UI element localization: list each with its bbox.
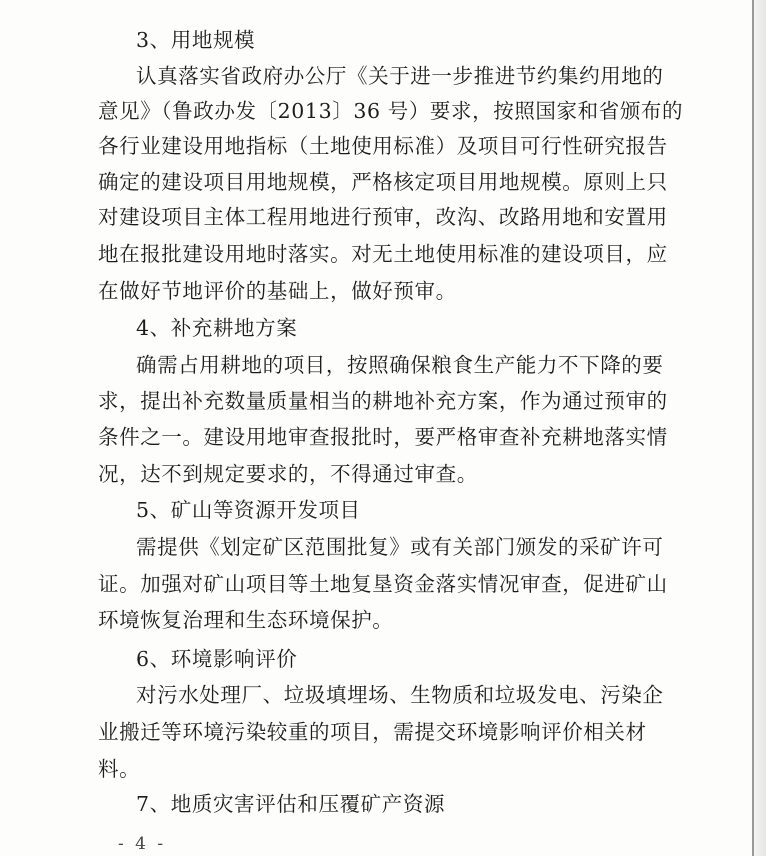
paragraph-line: 意见》（鲁政办发〔2013〕36 号）要求，按照国家和省颁布的 bbox=[98, 99, 684, 123]
page-edge-line bbox=[752, 0, 754, 856]
paragraph-line: 况，达不到规定要求的，不得通过审查。 bbox=[98, 462, 478, 486]
page-number: - 4 - bbox=[118, 834, 167, 854]
paragraph-line: 料。 bbox=[98, 757, 141, 781]
paragraph-line: 确定的建设项目用地规模，严格核定项目用地规模。原则上只 bbox=[98, 170, 668, 194]
paragraph-line: 需提供《划定矿区范围批复》或有关部门颁发的采矿许可 bbox=[136, 535, 664, 559]
section-heading: 3、用地规模 bbox=[136, 28, 256, 52]
paragraph-line: 环境恢复治理和生态环境保护。 bbox=[98, 608, 394, 632]
paragraph-line: 认真落实省政府办公厅《关于进一步推进节约集约用地的 bbox=[136, 64, 664, 88]
section-heading: 5、矿山等资源开发项目 bbox=[136, 498, 361, 522]
paragraph-line: 条件之一。建设用地审查报批时，要严格审查补充耕地落实情 bbox=[98, 425, 668, 449]
paragraph-line: 求，提出补充数量质量相当的耕地补充方案，作为通过预审的 bbox=[98, 389, 668, 413]
page-edge-shadow bbox=[754, 0, 766, 856]
paragraph-line: 对污水处理厂、垃圾填埋场、生物质和垃圾发电、污染企 bbox=[136, 683, 664, 707]
paragraph-line: 业搬迁等环境污染较重的项目，需提交环境影响评价相关材 bbox=[98, 720, 647, 744]
paragraph-line: 确需占用耕地的项目，按照确保粮食生产能力不下降的要 bbox=[136, 353, 664, 377]
section-heading: 7、地质灾害评估和压覆矿产资源 bbox=[136, 792, 446, 816]
section-heading: 4、补充耕地方案 bbox=[136, 316, 298, 340]
paragraph-line: 各行业建设用地指标（土地使用标准）及项目可行性研究报告 bbox=[98, 134, 668, 158]
paragraph-line: 地在报批建设用地时落实。对无土地使用标准的建设项目，应 bbox=[98, 242, 668, 266]
paragraph-line: 在做好节地评价的基础上，做好预审。 bbox=[98, 279, 457, 303]
paragraph-line: 证。加强对矿山项目等土地复垦资金落实情况审查，促进矿山 bbox=[98, 572, 668, 596]
paragraph-line: 对建设项目主体工程用地进行预审，改沟、改路用地和安置用 bbox=[98, 205, 668, 229]
section-heading: 6、环境影响评价 bbox=[136, 647, 298, 671]
